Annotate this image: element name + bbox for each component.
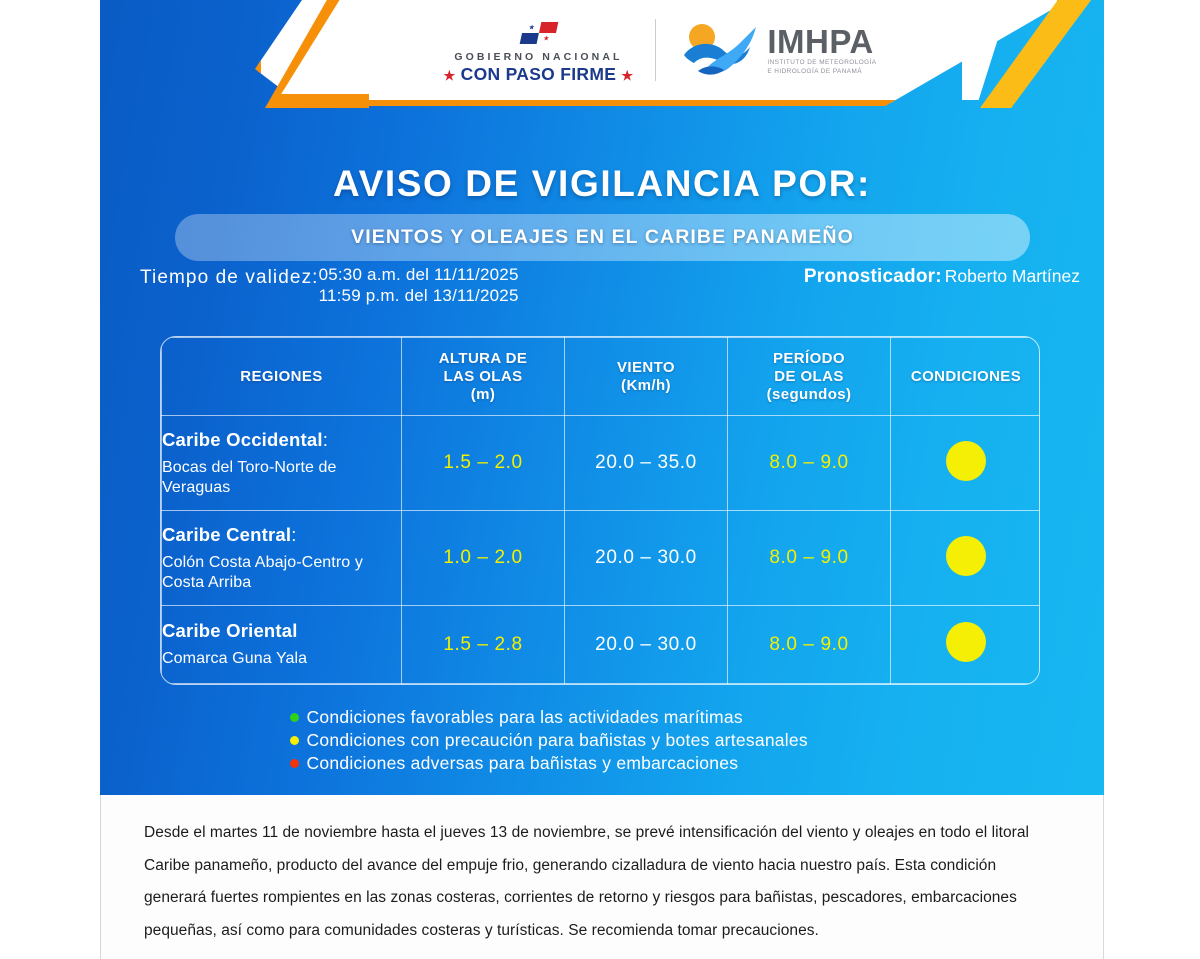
validity-end: 11:59 p.m. del 13/11/2025 [318,286,519,306]
region-colon: : [291,523,297,545]
cell-region [162,606,402,684]
column-header-periodo-olas [728,338,891,416]
conditions-legend [100,707,1104,774]
imhpa-logo [656,21,876,79]
imhpa-text-block [767,22,877,76]
advisory-subtitle-pill [175,214,1030,261]
header-text-regiones: REGIONES [240,367,323,385]
header-text-viento-l1: VIENTO [617,358,675,376]
header-text-periodo-l1: PERÍODO [773,349,845,367]
forecaster-name: Roberto Martínez [944,266,1080,286]
forecaster-block [804,264,1080,288]
advisory-body [100,795,1104,947]
validity-start: 05:30 a.m. del 11/11/2025 [318,265,519,284]
forecaster-label: Pronosticador: [803,266,942,287]
cell-region [162,511,402,606]
gobierno-slogan: CON PASO FIRME [460,63,617,84]
flag-star-red: ★ [542,34,551,42]
table-body [162,416,1041,684]
region-detail: Comarca Guna Yala [162,650,308,668]
legend-dot-yellow [290,736,299,745]
region-detail: Colón Costa Abajo-Centro y Costa Arriba [162,553,363,591]
region-name: Caribe Occidental [162,428,323,450]
advisory-subtitle: VIENTOS Y OLEAJES EN EL CARIBE PANAMEÑO [351,226,854,248]
cell-condition [891,416,1041,511]
region-name-wrapper [162,524,401,546]
yellow-condition-dot [946,441,986,481]
conditions-table [161,337,1040,684]
legend-text-favorable: Condiciones favorables para las actividades marítimas [306,707,743,727]
header-text-olas-l3: (m) [470,385,496,403]
legend-item-adversa [290,753,915,774]
gobierno-line1: GOBIERNO NACIONAL [454,50,623,63]
header-text-olas-l2: LAS OLAS [443,367,523,385]
region-name: Caribe Oriental [162,620,298,642]
flag-star-blue: ★ [528,23,536,31]
legend-text-precaucion: Condiciones con precaución para bañistas y botes artesanales [306,730,808,750]
header-text-viento-l2: (Km/h) [621,376,671,394]
cell-region [162,416,402,511]
imhpa-subtitle-line1: INSTITUTO DE METEOROLOGÍA [767,59,877,67]
gobierno-nacional-logo [444,16,656,85]
cell-wave-height: 1.0 – 2.0 [402,511,565,606]
cell-wind: 20.0 – 35.0 [565,416,728,511]
yellow-condition-dot [946,536,986,576]
region-name: Caribe Central [162,523,292,545]
legend-dot-green [290,713,299,722]
cell-wave-height: 1.5 – 2.8 [402,606,565,684]
cell-wave-period: 8.0 – 9.0 [728,511,891,606]
cell-condition [891,606,1041,684]
advisory-meta [140,264,1080,307]
legend-text-adversa: Condiciones adversas para bañistas y embarcaciones [306,753,739,773]
table-header [162,338,1041,416]
cell-wave-period: 8.0 – 9.0 [728,606,891,684]
header-text-periodo-l3: (segundos) [766,385,852,403]
region-name-wrapper [162,620,401,642]
cell-condition [891,511,1041,606]
flag-quadrant-white-bottom [537,33,556,44]
cell-wind: 20.0 – 30.0 [565,606,728,684]
legend-item-favorable [290,707,915,728]
table-header-row [162,338,1041,416]
gobierno-line2 [444,64,634,85]
column-header-viento [565,338,728,416]
legend-dot-red [290,759,299,768]
imhpa-sun-wave-icon [680,21,758,79]
table-row [162,511,1041,606]
validity-values [319,264,519,307]
cell-wind: 20.0 – 30.0 [565,511,728,606]
header-logos [275,0,1045,100]
column-header-altura-olas [402,338,565,416]
validity-label: Tiempo de validez: [140,267,319,288]
cell-wave-period: 8.0 – 9.0 [728,416,891,511]
advisory-paragraph: Desde el martes 11 de noviembre hasta el jueves 13 de noviembre, se prevé intensificación del viento y oleajes en todo el litoral Caribe panameño, producto del avance del empuje frio, generando cizalladura de viento hacia nuestro país. Esta condición generará fuertes rompientes en las zonas costeras, corrientes de retorno y riesgos para bañistas, pescadores, embarcaciones pequeñas, así como para comunidades costeras y turísticas. Se recomienda tomar precauciones. [144,824,1029,939]
region-colon: : [322,428,329,450]
cell-wave-height: 1.5 – 2.0 [402,416,565,511]
region-detail: Bocas del Toro-Norte de Veraguas [162,458,337,496]
legend-item-precaucion [290,730,915,751]
imhpa-subtitle-line2: E HIDROLOGÍA DE PANAMÁ [767,68,862,75]
validity-block [140,264,519,307]
table-row [162,606,1041,684]
gobierno-star-left: ★ [443,67,456,83]
header-text-olas-l1: ALTURA DE [438,349,528,367]
imhpa-name: IMHPA [767,22,874,60]
advisory-title: AVISO DE VIGILANCIA POR: [333,163,871,204]
flag-quadrant-red [539,22,558,33]
column-header-condiciones [891,338,1041,416]
column-header-regiones [162,338,402,416]
panama-flag-icon [520,22,559,44]
region-name-wrapper [162,429,401,451]
gobierno-star-right: ★ [621,67,634,83]
header-text-condiciones: CONDICIONES [910,367,1022,385]
table-row [162,416,1041,511]
advisory-poster [100,0,1104,795]
yellow-condition-dot [946,622,986,662]
header-text-periodo-l2: DE OLAS [774,367,844,385]
conditions-table-wrapper [160,336,1040,685]
